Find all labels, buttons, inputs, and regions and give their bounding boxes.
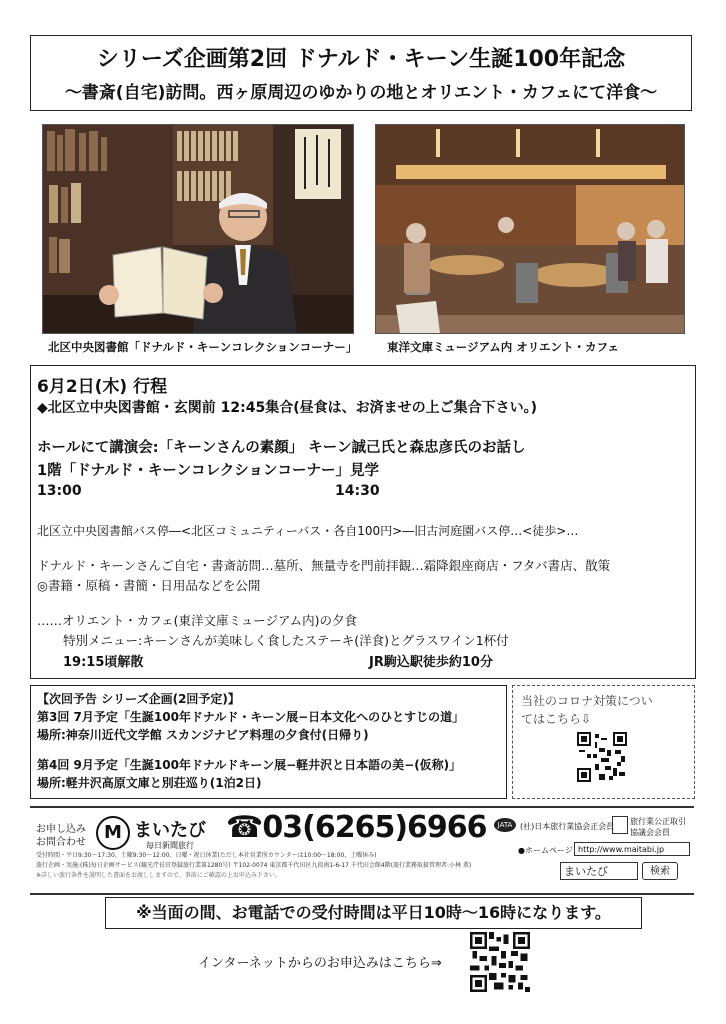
covid-box (512, 685, 695, 799)
next-notice-heading: 【次回予告 シリーズ企画(2回予定)】 (37, 692, 240, 706)
special-menu-info: 特別メニュー:キーンさんが美味しく食したステーキ(洋食)とグラスワイン1杯付 (63, 633, 509, 648)
association-member-2: 旅行業公正取引協議会会員 (630, 817, 686, 837)
homepage-label: ●ホームページ (518, 846, 573, 855)
display-info: ◎書籍・原稿・書簡・日用品などを公開 (37, 578, 261, 593)
station-info: JR駒込駅徒歩約10分 (369, 655, 493, 670)
dinner-info: ……オリエント・カフェ(東洋文庫ミュージアム内)の夕食 (37, 613, 358, 628)
home-visit-info: ドナルド・キーンさんご自宅・書斎訪問…墓所、無量寺を門前拝観…霜降銀座商店・フタバ書店、散策 (37, 558, 611, 573)
maitabi-logo-icon: M (96, 816, 130, 850)
next-notice-no4: 第4回 9月予定「生誕100年ドナルドキーン展−軽井沢と日本語の美−(仮称)」 (37, 758, 462, 772)
time-1430: 14:30 (335, 483, 380, 499)
footer-small-line2: 旅行企画・実施:(株)毎日企画サービス(観光庁長官登録旅行業第1280号) 〒102-0074 東京都千代田区九段南1-6-17 千代田会館4階(旅行業務取扱管理者:小林 薫) (36, 862, 472, 869)
itinerary-box (30, 365, 696, 679)
next-notice-no3: 第3回 7月予定「生誕100年ドナルド・キーン展−日本文化へのひとすじの道」 (37, 710, 465, 724)
lecture-info: ホールにて講演会:「キーンさんの素顔」 キーン誠己氏と森忠彦氏のお話し (37, 440, 526, 456)
library-photo-caption: 北区中央図書館「ドナルド・キーンコレクションコーナー」 (48, 340, 358, 354)
phone-hours-notice: ※当面の間、お電話での受付時間は平日10時〜16時になります。 (105, 897, 642, 929)
covid-text-line1: 当社のコロナ対策につい (521, 694, 653, 708)
library-photo (42, 124, 354, 334)
brand-name: まいたび (134, 820, 206, 841)
brand-subtitle: 毎日新聞旅行 (146, 841, 194, 850)
footer-band (30, 806, 694, 895)
title-box (30, 35, 692, 111)
homepage-url[interactable]: http://www.maitabi.jp (574, 842, 690, 856)
page-subtitle: 〜書斎(自宅)訪問。西ヶ原周辺のゆかりの地とオリエント・カフェにて洋食〜 (64, 83, 658, 103)
next-notice-no3-place: 場所:神奈川近代文学館 スカンジナビア料理の夕食付(日帰り) (37, 728, 369, 742)
corner-tour-info: 1階「ドナルド・キーンコレクションコーナー」見学 (37, 463, 379, 479)
next-notice-box (30, 685, 507, 799)
dismissal-time: 19:15頃解散 (63, 655, 144, 670)
internet-apply-qr-code[interactable] (470, 932, 530, 992)
footer-small-line3: ※詳しい旅行条件を説明した書面をお渡ししますので、事前にご確認の上お申込み下さい。 (36, 872, 281, 879)
jata-logo-icon: JATA (494, 818, 516, 832)
search-input[interactable]: まいたび (560, 862, 638, 880)
covid-qr-code[interactable] (577, 732, 627, 782)
meeting-info: ◆北区立中央図書館・玄関前 12:45集合(昼食は、お済ませの上ご集合下さい。) (37, 400, 537, 416)
search-button[interactable]: 検索 (642, 862, 678, 880)
footer-small-line1: 受付時間・平日9:30〜17:30、土曜9:30〜12:00、日曜・祝日休業(ただし本社営業所カウンターは10:00〜18:00、土曜休み) (36, 852, 377, 859)
page-title: シリーズ企画第2回 ドナルド・キーン生誕100年記念 (96, 47, 626, 72)
council-logo-icon (612, 816, 628, 834)
apply-label-line2: お問合わせ (36, 837, 86, 848)
internet-apply-text: インターネットからのお申込みはこちら⇒ (198, 956, 442, 971)
cafe-photo (375, 124, 685, 334)
covid-text-line2: てはこちら⇩ (521, 712, 592, 726)
phone-number[interactable]: ☎03(6265)6966 (226, 810, 487, 845)
association-member-1: (社)日本旅行業協会正会員 (520, 822, 615, 831)
time-1300: 13:00 (37, 483, 82, 499)
next-notice-no4-place: 場所:軽井沢高原文庫と別荘巡り(1泊2日) (37, 776, 262, 790)
apply-label-line1: お申し込み (36, 824, 86, 835)
bus-route-info: 北区立中央図書館バス停―<北区コミュニティーバス・各自100円>―旧古河庭園バス停…<徒歩>… (37, 524, 579, 538)
itinerary-date-heading: 6月2日(木) 行程 (37, 377, 168, 397)
cafe-photo-caption: 東洋文庫ミュージアム内 オリエント・カフェ (387, 340, 619, 354)
